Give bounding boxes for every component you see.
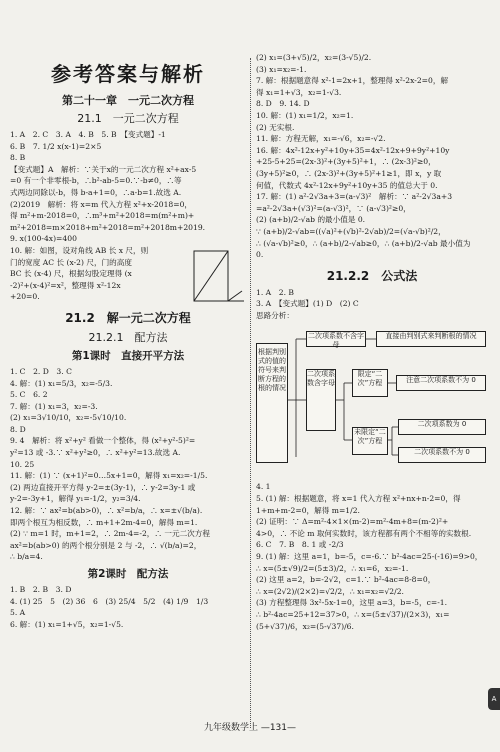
answer-line: ∴ x=(5±√9)/2=(5±3)/2，∴ x₁=6，x₂=-1. <box>256 563 409 573</box>
answer-line: =0 有一个非零根-b，∴b²-ab-5=0.∵-b≠0，∴等 <box>10 176 182 186</box>
answer-line: =a²-2√3a+(√3)²=(a-√3)²，∵ (a-√3)²≥0， <box>256 203 411 213</box>
answer-line: ∴ b/a=4. <box>10 552 43 562</box>
answers-formula-practice <box>256 481 488 632</box>
answer-line: ax²=b(ab>0) 的两个根分别是 2 与 -2，∴ √(b/a)=2， <box>10 540 202 550</box>
concept-root: 根据判别式的值的符号来判断方程的根的情况 <box>256 343 288 463</box>
answer-line: 3. A 【变式题】(1) D (2) C <box>256 299 359 309</box>
answer-line: 4>0，∴ 不论 m 取何实数时，该方程都有两个不相等的实数根. <box>256 528 472 538</box>
lesson-heading-2: 第2课时 配方法 <box>87 568 169 580</box>
answer-line: 1. A 2. B <box>256 287 294 297</box>
answer-line: 10. 25 <box>10 459 35 469</box>
answers-lesson-1 <box>10 366 246 563</box>
side-tab: A <box>488 688 500 710</box>
answer-line: 门的宽度 AC 长 (x-2) 尺，门的高度 <box>10 257 132 267</box>
answer-line: 6. C 7. B 8. 1 或 -2/3 <box>256 540 344 550</box>
answer-line: 9. 4 解析：将 x²+y² 看做一个整体，得 (x²+y²-5)²= <box>10 436 196 446</box>
concept-box-nonzero: 二次项系数不为 0 <box>398 447 486 463</box>
answer-line: 12. 解：∵ ax²=b(ab>0)，∴ x²=b/a，∴ x=±√(b/a). <box>10 506 203 516</box>
answer-line: 思路分析： <box>256 310 294 320</box>
answer-line: y-2=-3y+1，解得 y₁=-1/2，y₂=3/4. <box>10 494 141 504</box>
answers-lesson-2 <box>10 584 246 630</box>
answer-line: ∴ (√a-√b)²≥0，∴ (a+b)/2-√ab≥0，∴ (a+b)/2-√ab 最小值为 <box>256 238 471 248</box>
answer-line: 5. A <box>10 608 26 618</box>
section-heading-21-1: 21.1 一元二次方程 <box>77 112 179 125</box>
answer-line: (2) 这里 a=2，b=-2√2，c=1.∵ b²-4ac=8-8=0， <box>256 575 436 585</box>
answer-line: ∴ b²-4ac=25+12=37>0，∴ x=(5±√37)/(2×3)，x₁= <box>256 610 450 619</box>
answers-continued <box>256 52 488 261</box>
answer-line: 6. B 7. 1/2 x(x-1)=2×5 <box>10 141 102 151</box>
answer-line: BC 长 (x-4) 尺，根据勾股定理得 (x <box>10 269 132 279</box>
answer-line: (3) 方程整理得 3x²-5x-1=0，这里 a=3，b=-5，c=-1. <box>256 598 447 608</box>
answer-line: 8. B <box>10 153 26 163</box>
answer-line: +20=0. <box>10 292 40 302</box>
answer-line: 何值，代数式 4x²-12x+9y²+10y+35 的值总大于 0. <box>256 180 438 190</box>
answer-line: 即两个根互为相反数，∴ m+1+2m-4=0，解得 m=1. <box>10 517 198 527</box>
answer-line: 式两边同除以-b，得 b-a+1=0，∴a-b=1.故选 A. <box>10 187 182 197</box>
answer-line: 8. D 9. 14. D <box>256 99 310 109</box>
concept-box-limited: 限定“二次”方程 <box>352 369 388 397</box>
answer-line: 1. B 2. B 3. D <box>10 585 72 594</box>
answer-line: 7. 解：根据题意得 x²-1=2x+1，整理得 x²-2x-2=0，解 <box>256 76 449 86</box>
concept-box-zero: 二次项系数为 0 <box>398 419 486 435</box>
column-divider <box>250 58 251 728</box>
answer-line: 16. 解：4x²-12x+y²+10y+35=4x²-12x+9+9y²+10y <box>256 145 450 155</box>
answer-line: ∵ (a+b)/2-√ab=((√a)²+(√b)²-2√ab)/2=(√a-√b)²/2， <box>256 226 446 236</box>
answer-line: 11. 解：(1) ∵ (x+1)²=0…5x+1=0，解得 x₁=x₂=-1/5. <box>10 471 208 481</box>
answer-line: -2)²+(x-4)²=x²，整理得 x²-12x <box>10 280 121 290</box>
answer-line: 11. 解：方程无解，x₁=-√6，x₂=-√2. <box>256 134 386 144</box>
answer-line: 1. A 2. C 3. A 4. B 5. B 【变式题】-1 <box>10 130 166 139</box>
answer-line: 8. D <box>10 424 26 434</box>
answer-line: 4. (1) 25 5 (2) 36 6 (3) 25/4 5/2 (4) 1/9 1/3 <box>10 596 209 606</box>
answer-line: 17. 解：(1) a²-2√3a+3=(a-√3)² 解析：∵ a²-2√3a+3 <box>256 192 453 202</box>
answer-line: (2) (a+b)/2-√ab 的最小值是 0. <box>256 215 366 225</box>
answer-line: ∴ x=(2√2)/(2×2)=√2/2，∴ x₁=x₂=√2/2. <box>256 586 404 596</box>
answer-line: (2) x₁=(3+√5)/2，x₂=(3-√5)/2. <box>256 53 372 62</box>
answer-line: m²+2018=m×2018+m²+2018=m²+2018m+2019. <box>10 222 206 232</box>
answer-line: 【变式题】A 解析：∵关于x的一元二次方程 x²+ax-5 <box>10 164 197 174</box>
page-title: 参考答案与解析 <box>51 62 205 86</box>
answer-line: (2) x₁=3√10/10，x₂=-5√10/10. <box>10 413 127 423</box>
answer-line: 1+m+m-2=0，解得 m=1/2. <box>256 505 360 515</box>
answer-line: (3y+5)²≥0，∴ (2x-3)²+(3y+5)²+1≥1，即 x，y 取 <box>256 168 442 178</box>
concept-box-unlimited: 未限定“二次”方程 <box>352 427 388 455</box>
answer-line: 5. C 6. 2 <box>10 390 48 400</box>
answer-line: 4. 解：(1) x₁=5/3，x₂=-5/3. <box>10 378 113 388</box>
page-footer: 九年级数学上 —131— <box>203 723 297 733</box>
answer-line: 5. (1) 解：根据题意，将 x=1 代入方程 x²+nx+n-2=0，得 <box>256 494 461 504</box>
watermark-logo <box>436 722 496 748</box>
lesson-heading-1: 第1课时 直接开平方法 <box>71 349 185 362</box>
answer-line: y²=13 或 -3.∵ x²+y²≥0，∴ x²+y²=13.故选 A. <box>10 448 181 458</box>
answer-line: (3) x₁=x₂=-1. <box>256 64 307 74</box>
answer-line: (2) 无实根. <box>256 122 295 132</box>
chapter-heading: 第二十一章 一元二次方程 <box>62 94 194 107</box>
ladder-door-figure <box>188 247 246 305</box>
concept-box-nonzero-note: 注意二次项系数不为 0 <box>396 375 486 391</box>
answer-line: 10. 解：(1) x₁=1/2，x₂=1. <box>256 110 354 120</box>
subsection-heading-21-2-1: 21.2.1 配方法 <box>88 330 168 344</box>
answer-line: 得 m²+m-2018=0，∴m³+m²+2018=m(m²+m)+ <box>10 211 195 221</box>
answer-line: 9. x(100-4x)=400 <box>10 234 77 244</box>
answer-line: 4. 1 <box>256 482 271 492</box>
answer-line: 7. 解：(1) x₁=3，x₂=-3. <box>10 401 98 411</box>
concept-box-has-letter: 二次项系数含字母 <box>306 369 336 431</box>
answer-line: 6. 解：(1) x₁=1+√5，x₂=1-√5. <box>10 619 124 629</box>
concept-map <box>256 325 488 475</box>
answer-line: +25-5+25=(2x-3)²+(3y+5)²+1，∴ (2x-3)²≥0， <box>256 157 436 167</box>
answer-line: (5+√37)/6，x₂=(5-√37)/6. <box>256 621 354 631</box>
answer-line: 得 x₁=1+√3，x₂=1-√3. <box>256 87 342 97</box>
concept-box-discriminant: 直接由判别式来判断根的情况 <box>376 331 486 347</box>
answer-line: (2) ∵ m=1 时，m+1=2，∴ 2m-4=-2，∴ 一元二次方程 <box>10 529 210 539</box>
answer-line: 0. <box>256 250 264 260</box>
answers-21-1 <box>10 129 246 303</box>
right-column <box>256 52 488 632</box>
answers-formula-method <box>256 287 488 322</box>
concept-box-no-letter: 二次项系数不含字母 <box>308 332 364 350</box>
answer-line: (2) 证明：∵ Δ=m²-4×1×(m-2)=m²-4m+8=(m-2)²+ <box>256 517 449 527</box>
answer-line: 9. (1) 解：这里 a=1，b=-5，c=-6.∵ b²-4ac=25-(-16)=9>0， <box>256 552 483 562</box>
subsection-heading-21-2-2: 21.2.2 公式法 <box>326 268 418 283</box>
answer-line: 1. C 2. D 3. C <box>10 366 72 376</box>
answer-line: (2) 两边直接开平方得 y-2=±(3y-1)，∴ y-2=3y-1 或 <box>10 482 196 492</box>
left-column <box>10 52 246 630</box>
section-heading-21-2: 21.2 解一元二次方程 <box>65 310 191 325</box>
answer-line: (2)2019 解析：将 x=m 代入方程 x²+x-2018=0， <box>10 199 193 209</box>
answer-line: 10. 解：如图，设对角线 AB 长 x 尺，则 <box>10 245 149 255</box>
